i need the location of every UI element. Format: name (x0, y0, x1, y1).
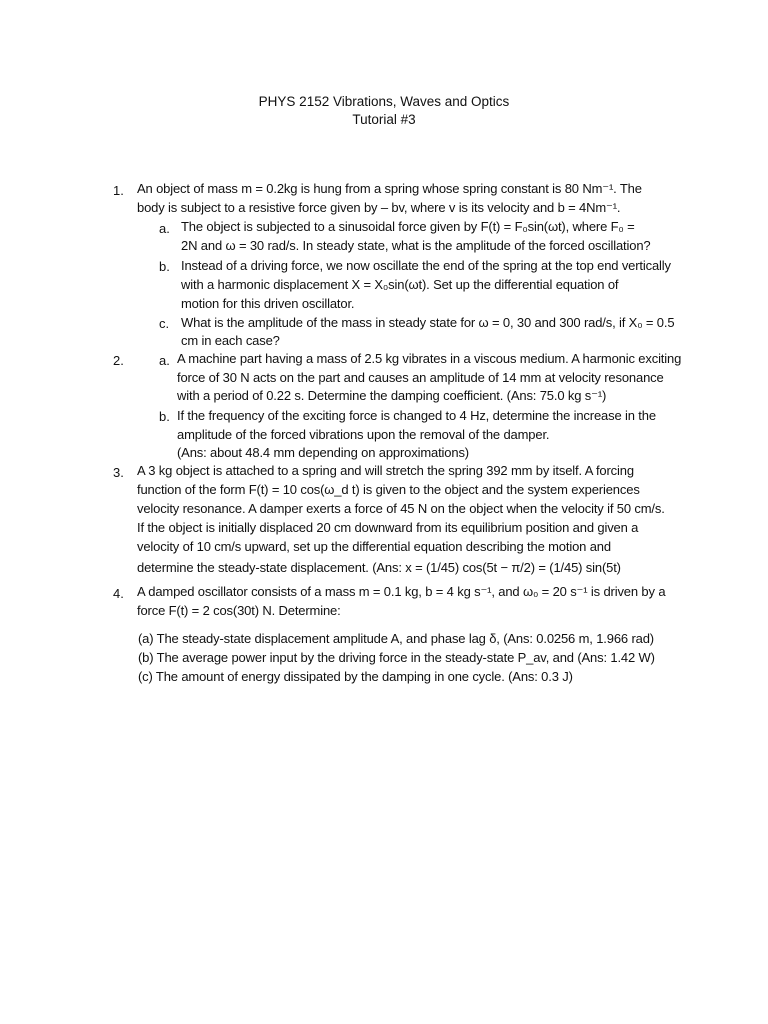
question-4-line-1: A damped oscillator consists of a mass m = 0.1 kg, b = 4 kg s⁻¹, and ω₀ = 20 s⁻¹ is driven by a (137, 584, 666, 599)
question-3-number: 3. (113, 465, 124, 480)
question-1a-letter: a. (159, 221, 170, 236)
question-1b-line-1: Instead of a driving force, we now oscillate the end of the spring at the top end vertically (181, 258, 671, 273)
question-1a-line-1: The object is subjected to a sinusoidal force given by F(t) = F₀sin(ωt), where F₀ = (181, 219, 635, 234)
question-1-number: 1. (113, 183, 124, 198)
question-4-part-a: (a) The steady-state displacement amplitude A, and phase lag δ, (Ans: 0.0256 m, 1.966 rad) (138, 631, 654, 646)
question-2b-letter: b. (159, 409, 170, 424)
question-1b-line-3: motion for this driven oscillator. (181, 296, 355, 311)
question-1b-line-2: with a harmonic displacement X = X₀sin(ωt). Set up the differential equation of (181, 277, 619, 292)
question-4-number: 4. (113, 586, 124, 601)
question-4-part-c: (c) The amount of energy dissipated by the damping in one cycle. (Ans: 0.3 J) (138, 669, 573, 684)
question-2a-letter: a. (159, 353, 170, 368)
question-2b-line-3: (Ans: about 48.4 mm depending on approximations) (177, 445, 469, 460)
question-4-line-2: force F(t) = 2 cos(30t) N. Determine: (137, 603, 341, 618)
question-4-part-b: (b) The average power input by the driving force in the steady-state P_av, and (Ans: 1.42 W) (138, 650, 655, 665)
question-3-line-6: determine the steady-state displacement. (Ans: x = (1/45) cos(5t − π/2) = (1/45) sin(5t) (137, 560, 621, 575)
course-title: PHYS 2152 Vibrations, Waves and Optics (258, 94, 510, 109)
question-3-line-5: velocity of 10 cm/s upward, set up the differential equation describing the motion and (137, 539, 611, 554)
question-1b-letter: b. (159, 259, 170, 274)
question-2-number: 2. (113, 353, 124, 368)
question-2b-line-2: amplitude of the forced vibrations upon the removal of the damper. (177, 427, 550, 442)
question-1c-letter: c. (159, 316, 170, 331)
question-3-line-1: A 3 kg object is attached to a spring and will stretch the spring 392 mm by itself. A forcing (137, 463, 634, 478)
question-1-line-1: An object of mass m = 0.2kg is hung from a spring whose spring constant is 80 Nm⁻¹. The (137, 181, 642, 196)
tutorial-title: Tutorial #3 (352, 112, 416, 127)
question-1-line-2: body is subject to a resistive force given by – bv, where v is its velocity and b = 4Nm⁻¹. (137, 200, 621, 215)
question-3-line-2: function of the form F(t) = 10 cos(ω_d t) is given to the object and the system experiences (137, 482, 640, 497)
question-1c-line-1: What is the amplitude of the mass in steady state for ω = 0, 30 and 300 rad/s, if X₀ = 0.5 (181, 315, 675, 330)
question-2a-line-2: force of 30 N acts on the part and causes an amplitude of 14 mm at velocity resonance (177, 370, 664, 385)
question-1a-line-2: 2N and ω = 30 rad/s. In steady state, what is the amplitude of the forced oscillation? (181, 238, 651, 253)
question-3-line-4: If the object is initially displaced 20 cm downward from its equilibrium position and given a (137, 520, 639, 535)
question-2a-line-3: with a period of 0.22 s. Determine the damping coefficient. (Ans: 75.0 kg s⁻¹) (177, 388, 607, 403)
question-1c-line-2: cm in each case? (181, 333, 280, 348)
question-2a-line-1: A machine part having a mass of 2.5 kg vibrates in a viscous medium. A harmonic exciting (177, 351, 682, 366)
question-2b-line-1: If the frequency of the exciting force is changed to 4 Hz, determine the increase in the (177, 408, 656, 423)
question-3-line-3: velocity resonance. A damper exerts a force of 45 N on the object when the velocity if 50 cm/s. (137, 501, 665, 516)
